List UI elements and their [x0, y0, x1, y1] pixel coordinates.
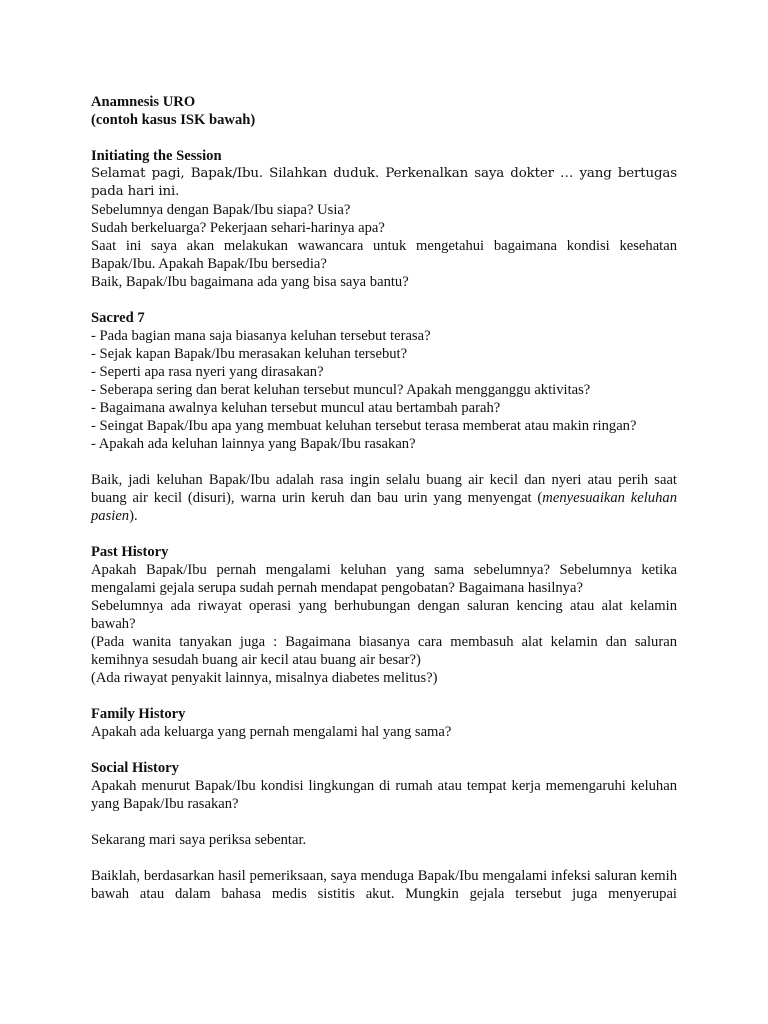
spacer — [91, 849, 677, 867]
paragraph-social-history: Apakah menurut Bapak/Ibu kondisi lingkungan di rumah atau tempat kerja memengaruhi keluhan yang Bapak/Ibu rasakan? — [91, 778, 677, 812]
paragraph-identity: Sebelumnya dengan Bapak/Ibu siapa? Usia? — [91, 202, 351, 218]
list-item: - Seberapa sering dan berat keluhan tersebut muncul? Apakah mengganggu aktivitas? — [91, 382, 591, 398]
spacer — [91, 453, 677, 471]
paragraph-consent: Saat ini saya akan melakukan wawancara untuk mengetahui bagaimana kondisi kesehatan Bapak/Ibu. Apakah Bapak/Ibu bersedia? — [91, 238, 677, 272]
list-item: - Apakah ada keluhan lainnya yang Bapak/Ibu rasakan? — [91, 436, 416, 452]
spacer — [91, 291, 677, 309]
paragraph-summary — [91, 471, 677, 525]
list-item: - Sejak kapan Bapak/Ibu merasakan keluhan tersebut? — [91, 346, 408, 362]
spacer — [91, 525, 677, 543]
summary-text: Baik, jadi keluhan Bapak/Ibu adalah rasa ingin selalu buang air kecil dan nyeri atau perih saat buang air kecil (disuri), warna urin keruh dan bau urin yang menyengat ( — [91, 472, 677, 506]
paragraph-past-complaint: Apakah Bapak/Ibu pernah mengalami keluhan yang sama sebelumnya? Sebelumnya ketika mengalami gejala serupa sudah pernah mendapat pengobatan? Bagaimana hasilnya? — [91, 562, 677, 596]
list-item: - Seperti apa rasa nyeri yang dirasakan? — [91, 364, 324, 380]
paragraph-greeting: Selamat pagi, Bapak/Ibu. Silahkan duduk. Perkenalkan saya dokter … yang bertugas pada hari ini. — [91, 166, 677, 199]
document-page — [91, 93, 677, 903]
list-item: - Pada bagian mana saja biasanya keluhan tersebut terasa? — [91, 328, 431, 344]
spacer — [91, 687, 677, 705]
spacer — [91, 741, 677, 759]
document-subtitle: (contoh kasus ISK bawah) — [91, 112, 256, 128]
paragraph-other-diseases: (Ada riwayat penyakit lainnya, misalnya diabetes melitus?) — [91, 670, 438, 686]
section-heading-social-history: Social History — [91, 760, 179, 776]
paragraph-occupation: Sudah berkeluarga? Pekerjaan sehari-harinya apa? — [91, 220, 385, 236]
paragraph-diagnosis: Baiklah, berdasarkan hasil pemeriksaan, saya menduga Bapak/Ibu mengalami infeksi saluran kemih bawah atau dalam bahasa medis sistitis akut. Mungkin gejala tersebut juga menyerupai — [91, 868, 677, 902]
document-title: Anamnesis URO — [91, 94, 196, 110]
spacer — [91, 813, 677, 831]
summary-end: ). — [129, 508, 138, 524]
section-heading-sacred7: Sacred 7 — [91, 310, 145, 326]
section-heading-family-history: Family History — [91, 706, 186, 722]
list-item: - Seingat Bapak/Ibu apa yang membuat keluhan tersebut terasa memberat atau makin ringan? — [91, 418, 637, 434]
paragraph-family-history: Apakah ada keluarga yang pernah mengalami hal yang sama? — [91, 724, 452, 740]
paragraph-hygiene-question: (Pada wanita tanyakan juga : Bagaimana biasanya cara membasuh alat kelamin dan saluran kemihnya sesudah buang air kecil atau buang air besar?) — [91, 634, 677, 668]
section-heading-past-history: Past History — [91, 544, 169, 560]
summary-italic-note: menyesuaikan keluhan pasien — [91, 490, 677, 524]
spacer — [91, 129, 677, 147]
paragraph-complaint-prompt: Baik, Bapak/Ibu bagaimana ada yang bisa saya bantu? — [91, 274, 409, 290]
list-item: - Bagaimana awalnya keluhan tersebut muncul atau bertambah parah? — [91, 400, 501, 416]
paragraph-examination: Sekarang mari saya periksa sebentar. — [91, 832, 307, 848]
paragraph-past-surgery: Sebelumnya ada riwayat operasi yang berhubungan dengan saluran kencing atau alat kelamin bawah? — [91, 598, 677, 632]
section-heading-initiating: Initiating the Session — [91, 148, 222, 164]
